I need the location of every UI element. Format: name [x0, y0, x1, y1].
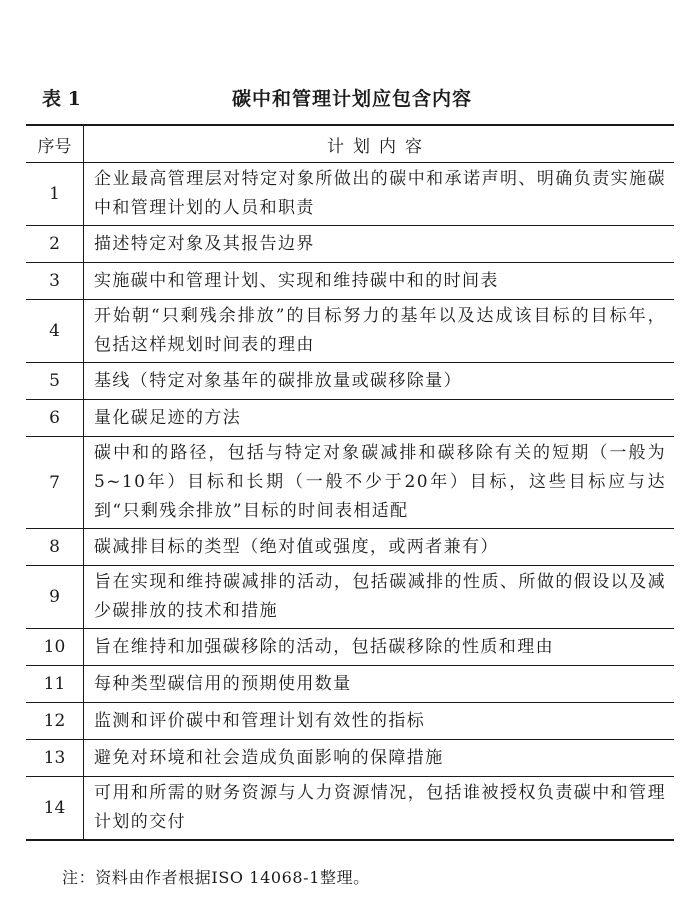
table-number: 表 1: [42, 88, 81, 110]
table-row: [26, 666, 674, 703]
table-row: [26, 566, 674, 629]
table-row: [26, 777, 674, 841]
row-number: 7: [26, 437, 84, 529]
row-content: 企业最高管理层对特定对象所做出的碳中和承诺声明、明确负责实施碳中和管理计划的人员和职责: [84, 163, 675, 226]
row-number: 11: [26, 666, 84, 703]
row-content: 描述特定对象及其报告边界: [84, 226, 675, 263]
row-content: 基线（特定对象基年的碳排放量或碳移除量）: [84, 363, 675, 400]
table-row: [26, 629, 674, 666]
row-number: 3: [26, 263, 84, 300]
row-number: 12: [26, 703, 84, 740]
table-row: [26, 226, 674, 263]
table-row: [26, 300, 674, 363]
row-number: 4: [26, 300, 84, 363]
row-content: 每种类型碳信用的预期使用数量: [84, 666, 675, 703]
table-row: [26, 400, 674, 437]
row-number: 9: [26, 566, 84, 629]
row-content: 量化碳足迹的方法: [84, 400, 675, 437]
row-content: 避免对环境和社会造成负面影响的保障措施: [84, 740, 675, 777]
row-content: 旨在维持和加强碳移除的活动，包括碳移除的性质和理由: [84, 629, 675, 666]
table-row: [26, 437, 674, 529]
row-number: 2: [26, 226, 84, 263]
table-row: [26, 263, 674, 300]
row-content: 可用和所需的财务资源与人力资源情况，包括谁被授权负责碳中和管理计划的交付: [94, 783, 666, 832]
carbon-neutrality-plan-table: [26, 124, 674, 841]
row-content: 碳中和的路径，包括与特定对象碳减排和碳移除有关的短期（一般为5~10年）目标和长期（一般不少于20年）目标，这些目标应与达到“只剩残余排放”目标的时间表相适配: [84, 437, 675, 529]
table-caption: [32, 84, 672, 114]
row-number: 1: [26, 163, 84, 226]
row-content: 开始朝“只剩残余排放”的目标努力的基年以及达成该目标的目标年，包括这样规划时间表的理由: [84, 300, 675, 363]
table-row: [26, 163, 674, 226]
table-title: 碳中和管理计划应包含内容: [231, 88, 472, 110]
row-number: 14: [26, 777, 84, 841]
row-content: 监测和评价碳中和管理计划有效性的指标: [84, 703, 675, 740]
row-content: 旨在实现和维持碳减排的活动，包括碳减排的性质、所做的假设以及减少碳排放的技术和措施: [84, 566, 675, 629]
header-plan-content: 计划内容: [84, 125, 675, 163]
row-number: 13: [26, 740, 84, 777]
table-note: 注：资料由作者根据ISO 14068-1整理。: [62, 868, 370, 887]
table-row: [26, 740, 674, 777]
table-row: [26, 529, 674, 566]
row-number: 8: [26, 529, 84, 566]
row-number: 6: [26, 400, 84, 437]
row-content: 碳减排目标的类型（绝对值或强度，或两者兼有）: [84, 529, 675, 566]
row-number: 10: [26, 629, 84, 666]
header-serial-number: 序号: [26, 125, 84, 163]
table-row: [26, 703, 674, 740]
table-row: [26, 363, 674, 400]
row-content: 实施碳中和管理计划、实现和维持碳中和的时间表: [84, 263, 675, 300]
row-number: 5: [26, 363, 84, 400]
header-row: [26, 125, 674, 163]
